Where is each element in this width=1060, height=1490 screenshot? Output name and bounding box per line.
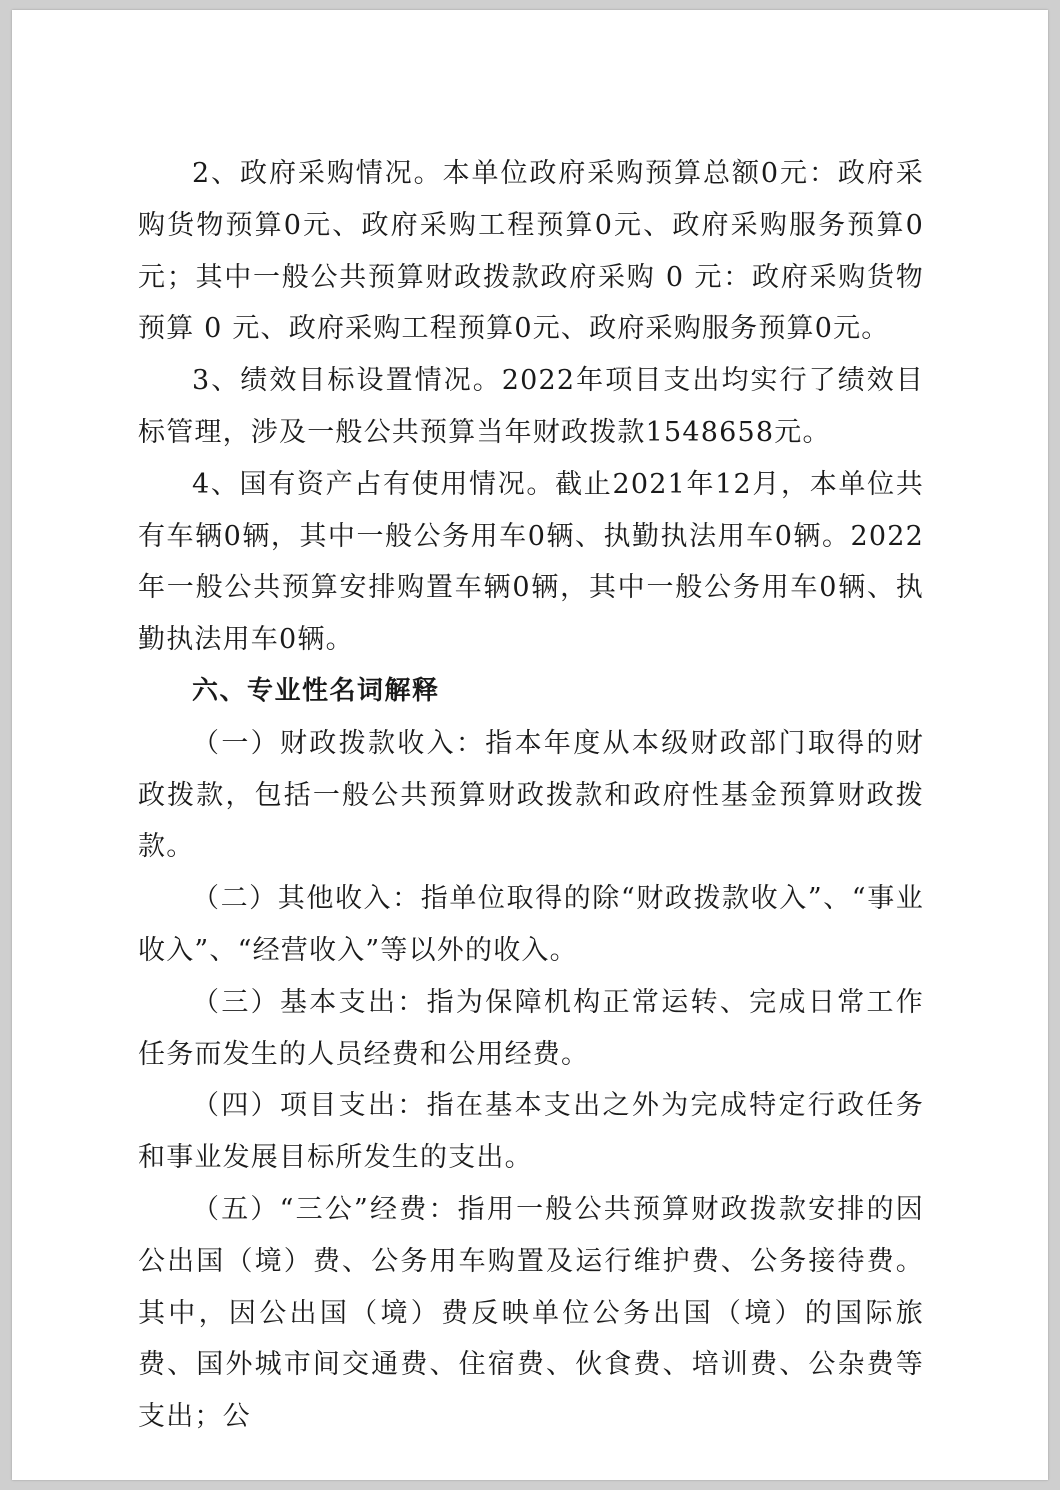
paragraph-fiscal-appropriation-income: （一）财政拨款收入：指本年度从本级财政部门取得的财政拨款，包括一般公共预算财政拨款和政府性基金预算财政拨款。 [138,727,924,863]
paragraph-three-public-expenses: （五）“三公”经费：指用一般公共预算财政拨款安排的因公出国（境）费、公务用车购置及运行维护费、公务接待费。其中，因公出国（境）费反映单位公务出国（境）的国际旅费、国外城市间交通费、住宿费、伙食费、培训费、公杂费等支出；公 [138,1193,924,1433]
paragraph-basic-expenditure: （三）基本支出：指为保障机构正常运转、完成日常工作任务而发生的人员经费和公用经费。 [138,986,924,1070]
section-heading-glossary: 六、专业性名词解释 [192,675,440,706]
paragraph-project-expenditure: （四）项目支出：指在基本支出之外为完成特定行政任务和事业发展目标所发生的支出。 [138,1090,924,1174]
document-page [12,10,1048,1480]
paragraph-performance-targets: 3、绩效目标设置情况。2022年项目支出均实行了绩效目标管理，涉及一般公共预算当年财政拨款1548658元。 [138,365,924,448]
paragraph-government-procurement: 2、政府采购情况。本单位政府采购预算总额0元：政府采购货物预算0元、政府采购工程预算0元、政府采购服务预算0元；其中一般公共预算财政拨款政府采购 0 元：政府采购货物预算 0 元、政府采购工程预算0元、政府采购服务预算0元。 [138,158,924,345]
paragraph-state-assets: 4、国有资产占有使用情况。截止2021年12月，本单位共有车辆0辆，其中一般公务用车0辆、执勤执法用车0辆。2022年一般公共预算安排购置车辆0辆，其中一般公务用车0辆、执勤执法用车0辆。 [138,468,924,656]
paragraph-other-income: （二）其他收入：指单位取得的除“财政拨款收入”、“事业收入”、“经营收入”等以外的收入。 [138,883,924,966]
document-body [138,148,924,1443]
